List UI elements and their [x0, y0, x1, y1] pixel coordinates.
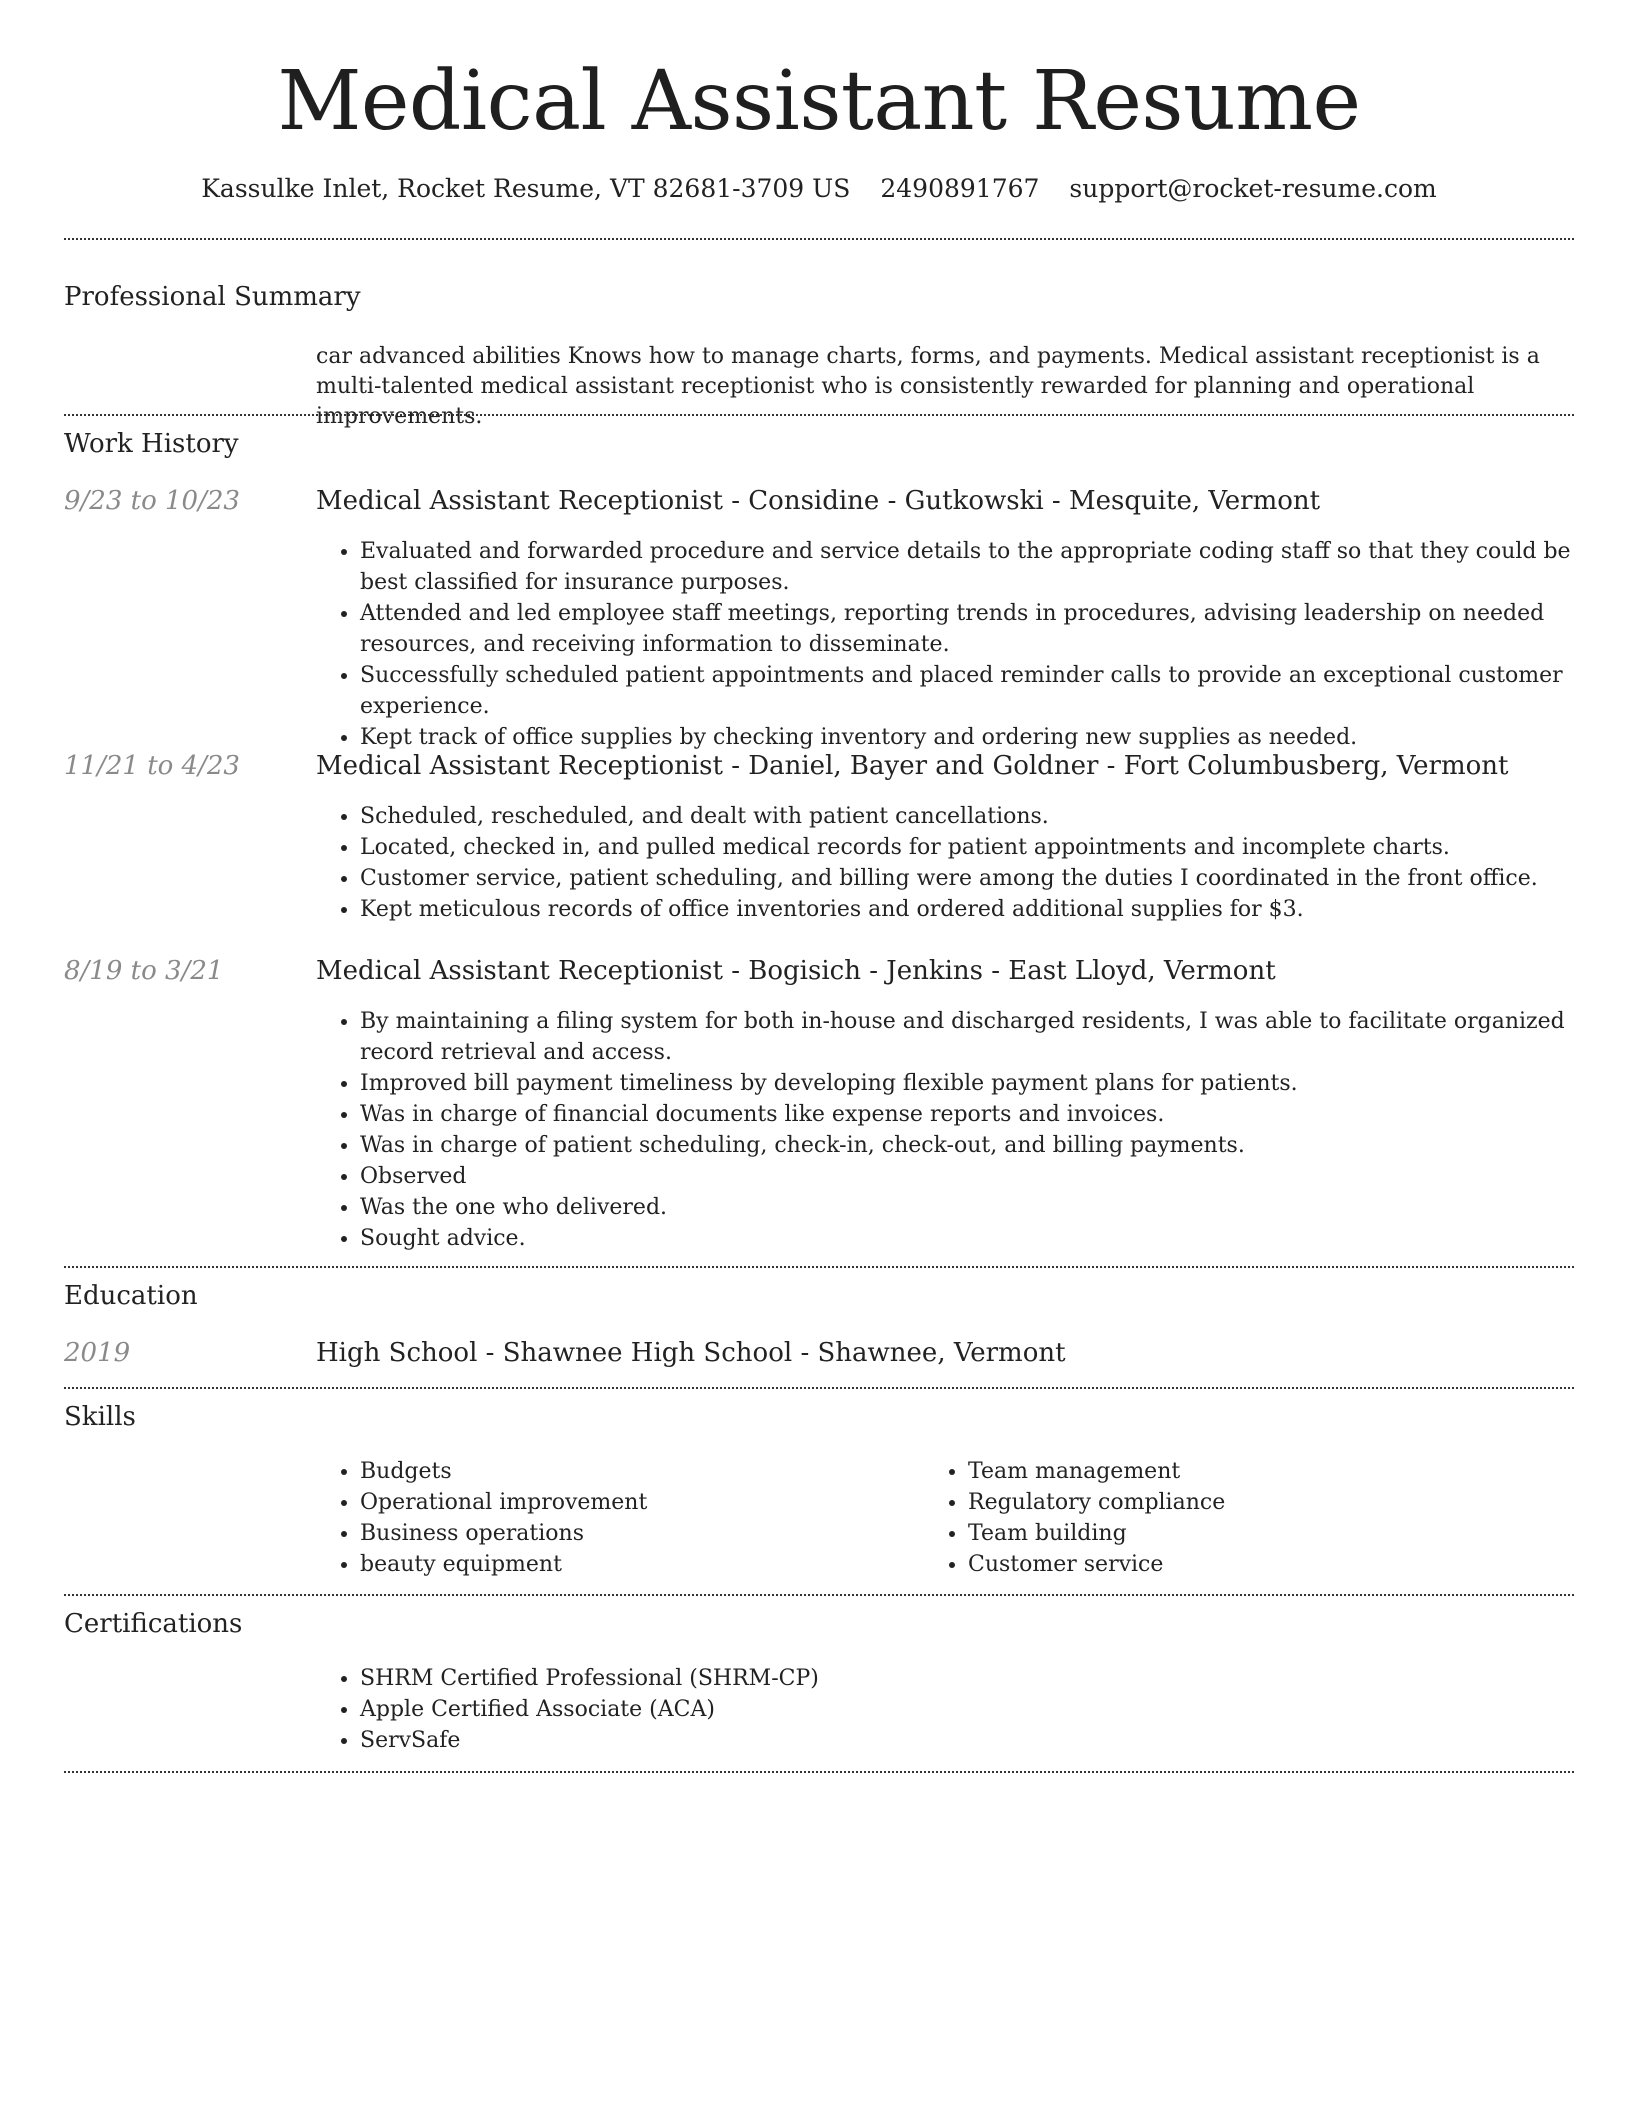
- job-bullet: • Observed: [360, 1161, 1574, 1192]
- skill-item: • Team building: [968, 1518, 1574, 1549]
- education-heading: Education: [64, 1281, 198, 1311]
- education-title: High School - Shawnee High School - Shawnee, Vermont: [316, 1338, 1066, 1368]
- skills-heading: Skills: [64, 1402, 136, 1432]
- job-title: Medical Assistant Receptionist - Daniel, Bayer and Goldner - Fort Columbusberg, Vermont: [316, 751, 1509, 781]
- job-bullet: • Was in charge of patient scheduling, check-in, check-out, and billing payments.: [360, 1130, 1574, 1161]
- contact-email: support@rocket-resume.com: [1069, 174, 1437, 203]
- job-bullet: • Attended and led employee staff meetings, reporting trends in procedures, advising leadership on needed resources, and receiving information to disseminate.: [360, 598, 1574, 660]
- job-bullet: • Located, checked in, and pulled medical records for patient appointments and incomplete charts.: [360, 832, 1574, 863]
- job-date: 8/19 to 3/21: [64, 956, 224, 986]
- skill-item: • Team management: [968, 1456, 1574, 1487]
- contact-phone: 2490891767: [880, 174, 1040, 203]
- section-divider: [64, 414, 1574, 416]
- job-bullets: [316, 1006, 1574, 1254]
- resume-title: Medical Assistant Resume: [277, 54, 1361, 149]
- job-title: Medical Assistant Receptionist - Bogisich - Jenkins - East Lloyd, Vermont: [316, 956, 1276, 986]
- job-bullets: [316, 536, 1574, 753]
- job-bullet: • Sought advice.: [360, 1223, 1574, 1254]
- certifications-heading: Certifications: [64, 1609, 243, 1639]
- summary-text: car advanced abilities Knows how to manage charts, forms, and payments. Medical assistant receptionist is a multi-talented medical assistant receptionist who is consistently rewarded for planning and operational improvements.: [316, 344, 1540, 429]
- job-bullet: • Scheduled, rescheduled, and dealt with patient cancellations.: [360, 801, 1574, 832]
- job-date: 11/21 to 4/23: [64, 751, 240, 781]
- skill-item: • Operational improvement: [360, 1487, 922, 1518]
- section-divider: [64, 238, 1574, 240]
- job-bullet: • Kept meticulous records of office inventories and ordered additional supplies for $3.: [360, 894, 1574, 925]
- work-history-heading: Work History: [64, 429, 239, 459]
- job-bullet: • Improved bill payment timeliness by developing flexible payment plans for patients.: [360, 1068, 1574, 1099]
- job-bullet: • By maintaining a filing system for both in-house and discharged residents, I was able to facilitate organized record retrieval and access.: [360, 1006, 1574, 1068]
- skills-list-left: [316, 1456, 922, 1580]
- section-divider: [64, 1594, 1574, 1596]
- skill-item: • Regulatory compliance: [968, 1487, 1574, 1518]
- skill-item: • Budgets: [360, 1456, 922, 1487]
- job-bullet: • Customer service, patient scheduling, and billing were among the duties I coordinated in the front office.: [360, 863, 1574, 894]
- job-bullets: [316, 801, 1574, 925]
- education-date: 2019: [64, 1338, 131, 1368]
- job-bullet: • Evaluated and forwarded procedure and service details to the appropriate coding staff so that they could be best classified for insurance purposes.: [360, 536, 1574, 598]
- job-bullet: • Kept track of office supplies by checking inventory and ordering new supplies as needed.: [360, 722, 1574, 753]
- skill-item: • Customer service: [968, 1549, 1574, 1580]
- skills-list-right: [924, 1456, 1574, 1580]
- contact-line: [64, 171, 1574, 207]
- certification-item: • ServSafe: [360, 1725, 1574, 1756]
- job-bullet: • Successfully scheduled patient appointments and placed reminder calls to provide an exceptional customer experience.: [360, 660, 1574, 722]
- section-divider: [64, 1771, 1574, 1773]
- job-date: 9/23 to 10/23: [64, 486, 240, 516]
- section-divider: [64, 1266, 1574, 1268]
- summary-heading: Professional Summary: [64, 282, 361, 312]
- certification-item: • SHRM Certified Professional (SHRM-CP): [360, 1663, 1574, 1694]
- certifications-list: [316, 1663, 1574, 1756]
- job-bullet: • Was the one who delivered.: [360, 1192, 1574, 1223]
- skill-item: • beauty equipment: [360, 1549, 922, 1580]
- section-divider: [64, 1387, 1574, 1389]
- job-title: Medical Assistant Receptionist - Considine - Gutkowski - Mesquite, Vermont: [316, 486, 1321, 516]
- certification-item: • Apple Certified Associate (ACA): [360, 1694, 1574, 1725]
- skill-item: • Business operations: [360, 1518, 922, 1549]
- job-bullet: • Was in charge of financial documents like expense reports and invoices.: [360, 1099, 1574, 1130]
- contact-address: Kassulke Inlet, Rocket Resume, VT 82681-3709 US: [201, 174, 851, 203]
